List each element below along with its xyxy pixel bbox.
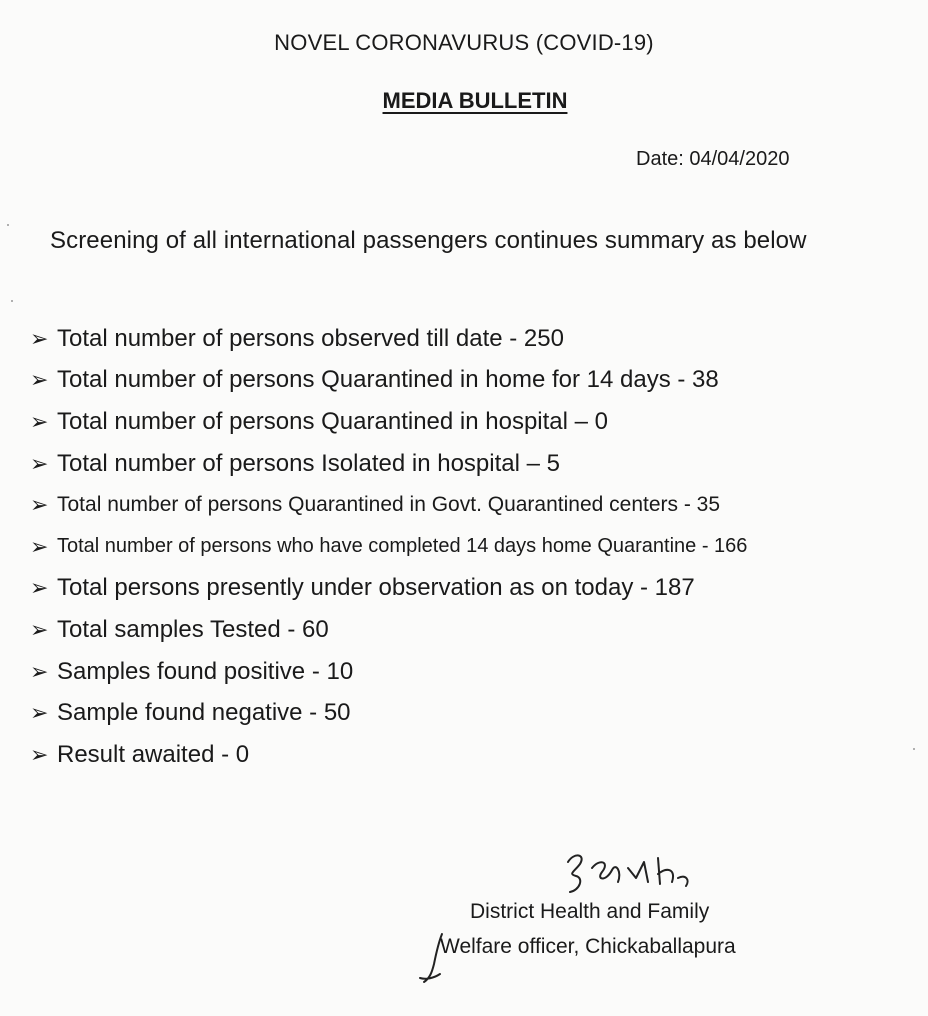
list-item-text: Result awaited - 0 [57,740,250,768]
list-item [30,360,747,402]
list-item [30,318,747,360]
list-item-text: Total persons presently under observation as on today - 187 [57,574,695,602]
arrow-bullet-icon: ➢ [30,408,49,434]
arrow-bullet-icon: ➢ [30,616,49,642]
arrow-bullet-icon: ➢ [30,325,49,351]
signature-scribble [540,848,720,908]
arrow-bullet-icon: ➢ [30,658,49,684]
bulletin-title: NOVEL CORONAVURUS (COVID-19) [274,30,654,55]
arrow-bullet-icon: ➢ [30,741,49,767]
speck [11,300,13,302]
list-item [30,609,747,651]
arrow-bullet-icon: ➢ [30,575,49,601]
list-item-text: Total number of persons observed till date - 250 [57,324,564,352]
speck [913,748,915,750]
list-item [30,484,747,526]
list-item [30,651,747,693]
arrow-bullet-icon: ➢ [30,367,49,393]
summary-list [30,318,747,776]
arrow-bullet-icon: ➢ [30,533,49,559]
list-item [30,443,747,485]
list-item-text: Samples found positive - 10 [57,657,354,685]
arrow-bullet-icon: ➢ [30,492,49,518]
officer-title-line-2: Welfare officer, Chickaballapura [440,935,736,958]
list-item-text: Total number of persons Quarantined in hospital – 0 [57,407,609,435]
list-item [30,692,747,734]
officer-title-line-1: District Health and Family [470,900,710,923]
bulletin-subtitle: MEDIA BULLETIN [382,88,568,113]
list-item-text: Total number of persons Quarantined in Govt. Quarantined centers - 35 [57,493,721,517]
list-item [30,401,747,443]
list-item [30,734,747,776]
list-item [30,526,747,568]
list-item-text: Sample found negative - 50 [57,699,351,727]
bulletin-date: Date: 04/04/2020 [636,148,790,170]
list-item-text: Total number of persons Quarantined in home for 14 days - 38 [57,366,719,394]
list-item-text: Total number of persons Isolated in hospital – 5 [57,449,560,477]
list-item [30,568,747,610]
arrow-bullet-icon: ➢ [30,700,49,726]
list-item-text: Total samples Tested - 60 [57,615,329,643]
intro-text: Screening of all international passengers continues summary as below [50,227,807,254]
list-item-text: Total number of persons who have completed 14 days home Quarantine - 166 [57,535,748,558]
speck [7,224,9,226]
arrow-bullet-icon: ➢ [30,450,49,476]
